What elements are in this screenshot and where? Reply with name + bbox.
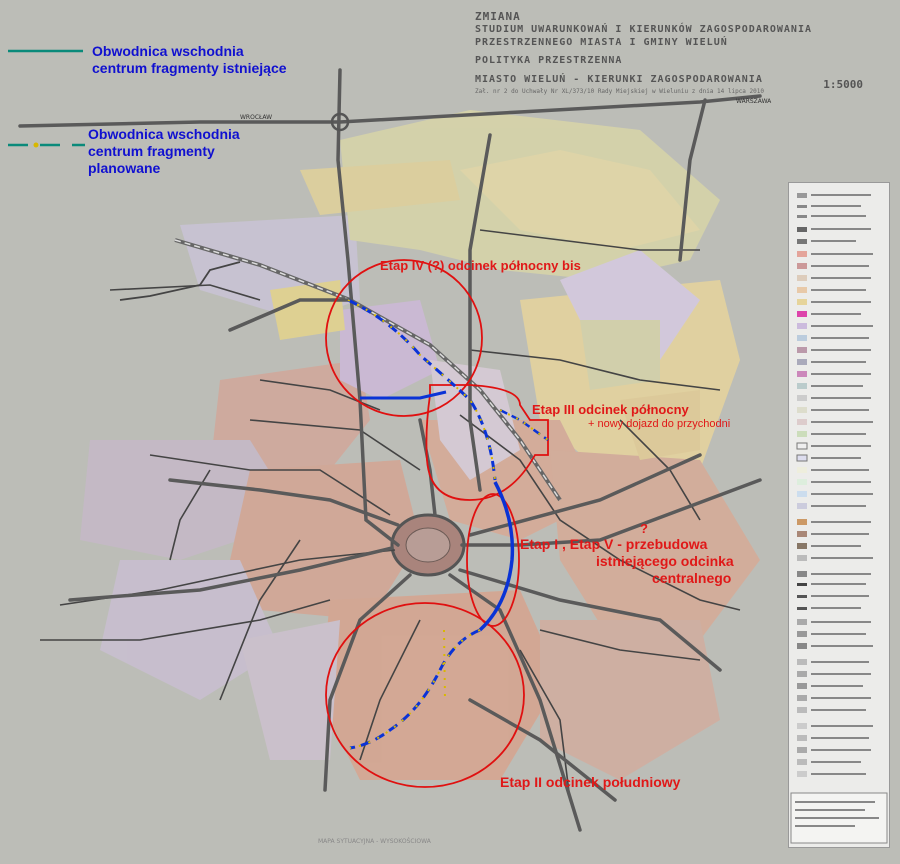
label-bottom-map: MAPA SYTUACYJNA - WYSOKOŚCIOWA — [318, 838, 431, 845]
title-line4: POLITYKA PRZESTRZENNA — [475, 55, 623, 66]
label-warszawa: WARSZAWA — [736, 98, 772, 105]
map-title-block — [475, 10, 895, 95]
etap3-label: Etap III odcinek północny — [532, 402, 689, 417]
etap4-label: Etap IV (?) odcinek północny bis — [380, 258, 581, 273]
legend-panel — [788, 182, 890, 848]
legend-existing-label: Obwodnica wschodnia centrum fragmenty istniejące — [92, 43, 287, 76]
label-wroclaw: WROCŁAW — [240, 114, 273, 121]
legend-planned-label: Obwodnica wschodnia centrum fragmenty planowane — [88, 126, 240, 176]
planned-yellow-dot — [34, 143, 39, 148]
legend-entries — [789, 183, 889, 847]
etap1-line2: istniejącego odcinka — [596, 553, 734, 569]
etap1-question: ? — [640, 521, 648, 536]
title-line3: PRZESTRZENNEGO MIASTA I GMINY WIELUŃ — [475, 37, 728, 48]
map-scale: 1:5000 — [823, 78, 863, 91]
etap2-label: Etap II odcinek południowy — [500, 774, 681, 790]
etap3-note: + nowy dojazd do przychodni — [588, 418, 731, 430]
old-town — [392, 515, 464, 575]
etap1-line3: centralnego — [652, 570, 732, 586]
title-line5: MIASTO WIELUŃ - KIERUNKI ZAGOSPODAROWANIA — [475, 74, 763, 85]
title-line1: ZMIANA — [475, 10, 521, 23]
title-line2: STUDIUM UWARUNKOWAŃ I KIERUNKÓW ZAGOSPODAROWANIA — [475, 24, 812, 35]
etap1-line1: Etap I , Etap V - przebudowa — [520, 536, 708, 552]
title-note: Zał. nr 2 do Uchwały Nr XL/373/10 Rady Miejskiej w Wieluniu z dnia 14 lipca 2010 — [475, 88, 764, 95]
